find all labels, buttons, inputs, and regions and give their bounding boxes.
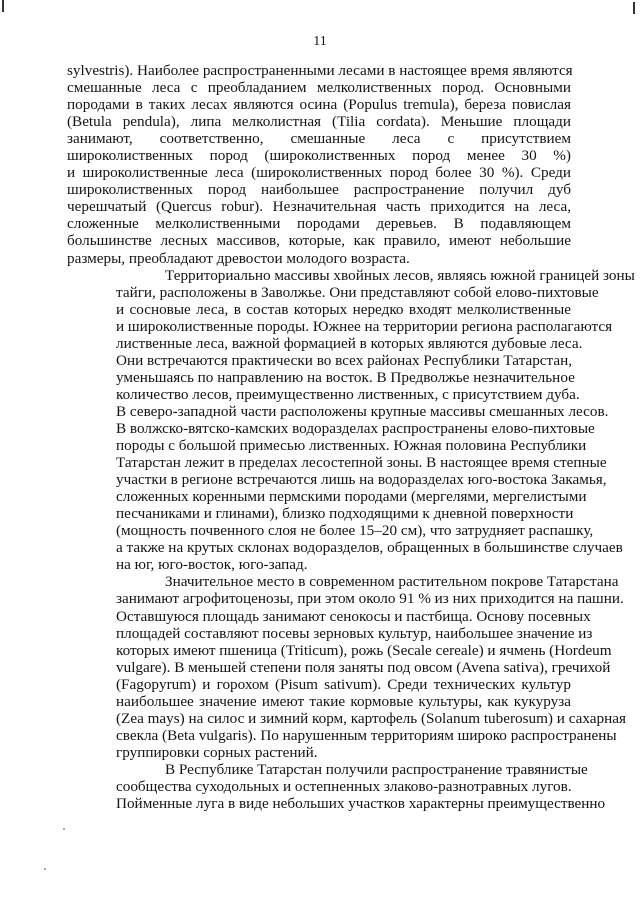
paragraph bbox=[67, 62, 571, 267]
paragraph bbox=[67, 573, 626, 761]
text-line: участки в регионе встречаются лишь на водоразделах юго-востока Закамья, bbox=[116, 471, 607, 489]
text-line: В Республике Татарстан получили распространение травянистые bbox=[165, 760, 588, 778]
text-line: Пойменные луга в виде небольших участков характерны преимущественно bbox=[116, 795, 606, 813]
scan-speck bbox=[44, 868, 46, 870]
text-line: свекла (Beta vulgaris). По нарушенным территориям широко распространены bbox=[116, 726, 617, 744]
text-line: группировки сорных растений. bbox=[116, 743, 318, 761]
text-line: Значительное место в современном растительном покрове Татарстана bbox=[165, 573, 619, 591]
text-line: В северо-западной части расположены крупные массивы смешанных лесов. bbox=[116, 402, 609, 420]
text-line: занимают агрофитоценозы, при этом около 91 % из них приходится на пашни. bbox=[116, 590, 624, 608]
text-line: Оставшуюся площадь занимают сенокосы и пастбища. Основу посевных bbox=[116, 607, 591, 625]
text-line: размеры, преобладают древостои молодого возраста. bbox=[67, 249, 410, 267]
page-number: 11 bbox=[313, 34, 327, 49]
text-line: сложенных коренными пермскими породами (мергелями, мергелистыми bbox=[116, 488, 587, 506]
scan-edge-mark bbox=[2, 0, 4, 12]
text-line: песчаниками и глинами), близко подходящими к дневной поверхности bbox=[116, 505, 574, 523]
text-line: смешанные леса с преобладанием мелколиственных пород. Основными bbox=[67, 79, 571, 97]
text-line: уменьшаясь по направлению на восток. В Предволжье незначительное bbox=[116, 368, 575, 386]
text-line: породами в таких лесах являются осина (Populus tremula), береза повислая bbox=[67, 96, 571, 114]
text-line: большинстве лесных массивов, которые, как правило, имеют небольшие bbox=[67, 232, 571, 250]
scan-speck bbox=[63, 828, 65, 830]
text-line: широколиственных пород (широколиственных пород менее 30 %) bbox=[67, 147, 571, 165]
text-line: а также на крутых склонах водоразделов, обращенных в большинстве случаев bbox=[116, 539, 623, 557]
text-line: (мощность почвенного слоя не более 15–20 см), что затрудняет распашку, bbox=[116, 522, 594, 540]
scan-edge-mark bbox=[633, 2, 635, 14]
text-line: которых имеют пшеница (Triticum), рожь (Secale cereale) и ячмень (Hordeum bbox=[116, 641, 612, 659]
text-line: Они встречаются практически во всех районах Республики Татарстан, bbox=[116, 351, 573, 369]
text-line: Территориально массивы хвойных лесов, являясь южной границей зоны bbox=[165, 266, 635, 284]
text-line: vulgare). В меньшей степени поля заняты под овсом (Avena sativa), гречихой bbox=[116, 658, 611, 676]
text-line: породы с большой примесью лиственных. Южная половина Республики bbox=[116, 437, 587, 455]
text-line: (Zea mays) на силос и зимний корм, картофель (Solanum tuberosum) и сахарная bbox=[116, 709, 626, 727]
text-line: sylvestris). Наиболее распространенными лесами в настоящее время являются bbox=[67, 62, 573, 79]
text-line: наибольшее значение имеют такие кормовые культуры, как кукуруза bbox=[116, 692, 571, 710]
text-line: количество лесов, преимущественно лиственных, с присутствием дуба. bbox=[116, 385, 580, 403]
text-line: на юг, юго-восток, юго-запад. bbox=[116, 556, 308, 574]
paragraph bbox=[67, 760, 606, 813]
text-line: и сосновые леса, в состав которых нередко входят мелколиственные bbox=[116, 300, 571, 318]
text-line: Татарстан лежит в пределах лесостепной зоны. В настоящее время степные bbox=[116, 454, 607, 472]
text-line: широколиственных пород наибольшее распространение получил дуб bbox=[67, 181, 571, 199]
text-line: тайги, расположены в Заволжье. Они представляют собой елово-пихтовые bbox=[116, 283, 599, 301]
text-line: сообщества суходольных и остепненных злаково-разнотравных лугов. bbox=[116, 777, 572, 795]
text-line: и широколиственные породы. Южнее на территории региона располагаются bbox=[116, 317, 613, 335]
text-line: сложенные мелколиственными породами деревьев. В подавляющем bbox=[67, 215, 571, 233]
text-line: (Betula pendula), липа мелколистная (Tilia cordata). Меньшие площади bbox=[67, 113, 571, 131]
paragraph bbox=[67, 266, 635, 574]
text-line: и широколиственные леса (широколиственных пород более 30 %). Среди bbox=[67, 164, 571, 182]
document-body bbox=[67, 62, 635, 813]
text-line: лиственные леса, важной формацией в которых являются дубовые леса. bbox=[116, 334, 583, 352]
text-line: (Fagopyrum) и горохом (Pisum sativum). Среди технических культур bbox=[116, 675, 571, 693]
text-line: В волжско-вятско-камских водоразделах распространены елово-пихтовые bbox=[116, 419, 595, 437]
text-line: занимают, соответственно, смешанные леса с присутствием bbox=[67, 130, 571, 148]
text-line: черешчатый (Quercus robur). Незначительная часть приходится на леса, bbox=[67, 198, 571, 216]
text-line: площадей составляют посевы зерновых культур, наибольшее значение из bbox=[116, 624, 593, 642]
